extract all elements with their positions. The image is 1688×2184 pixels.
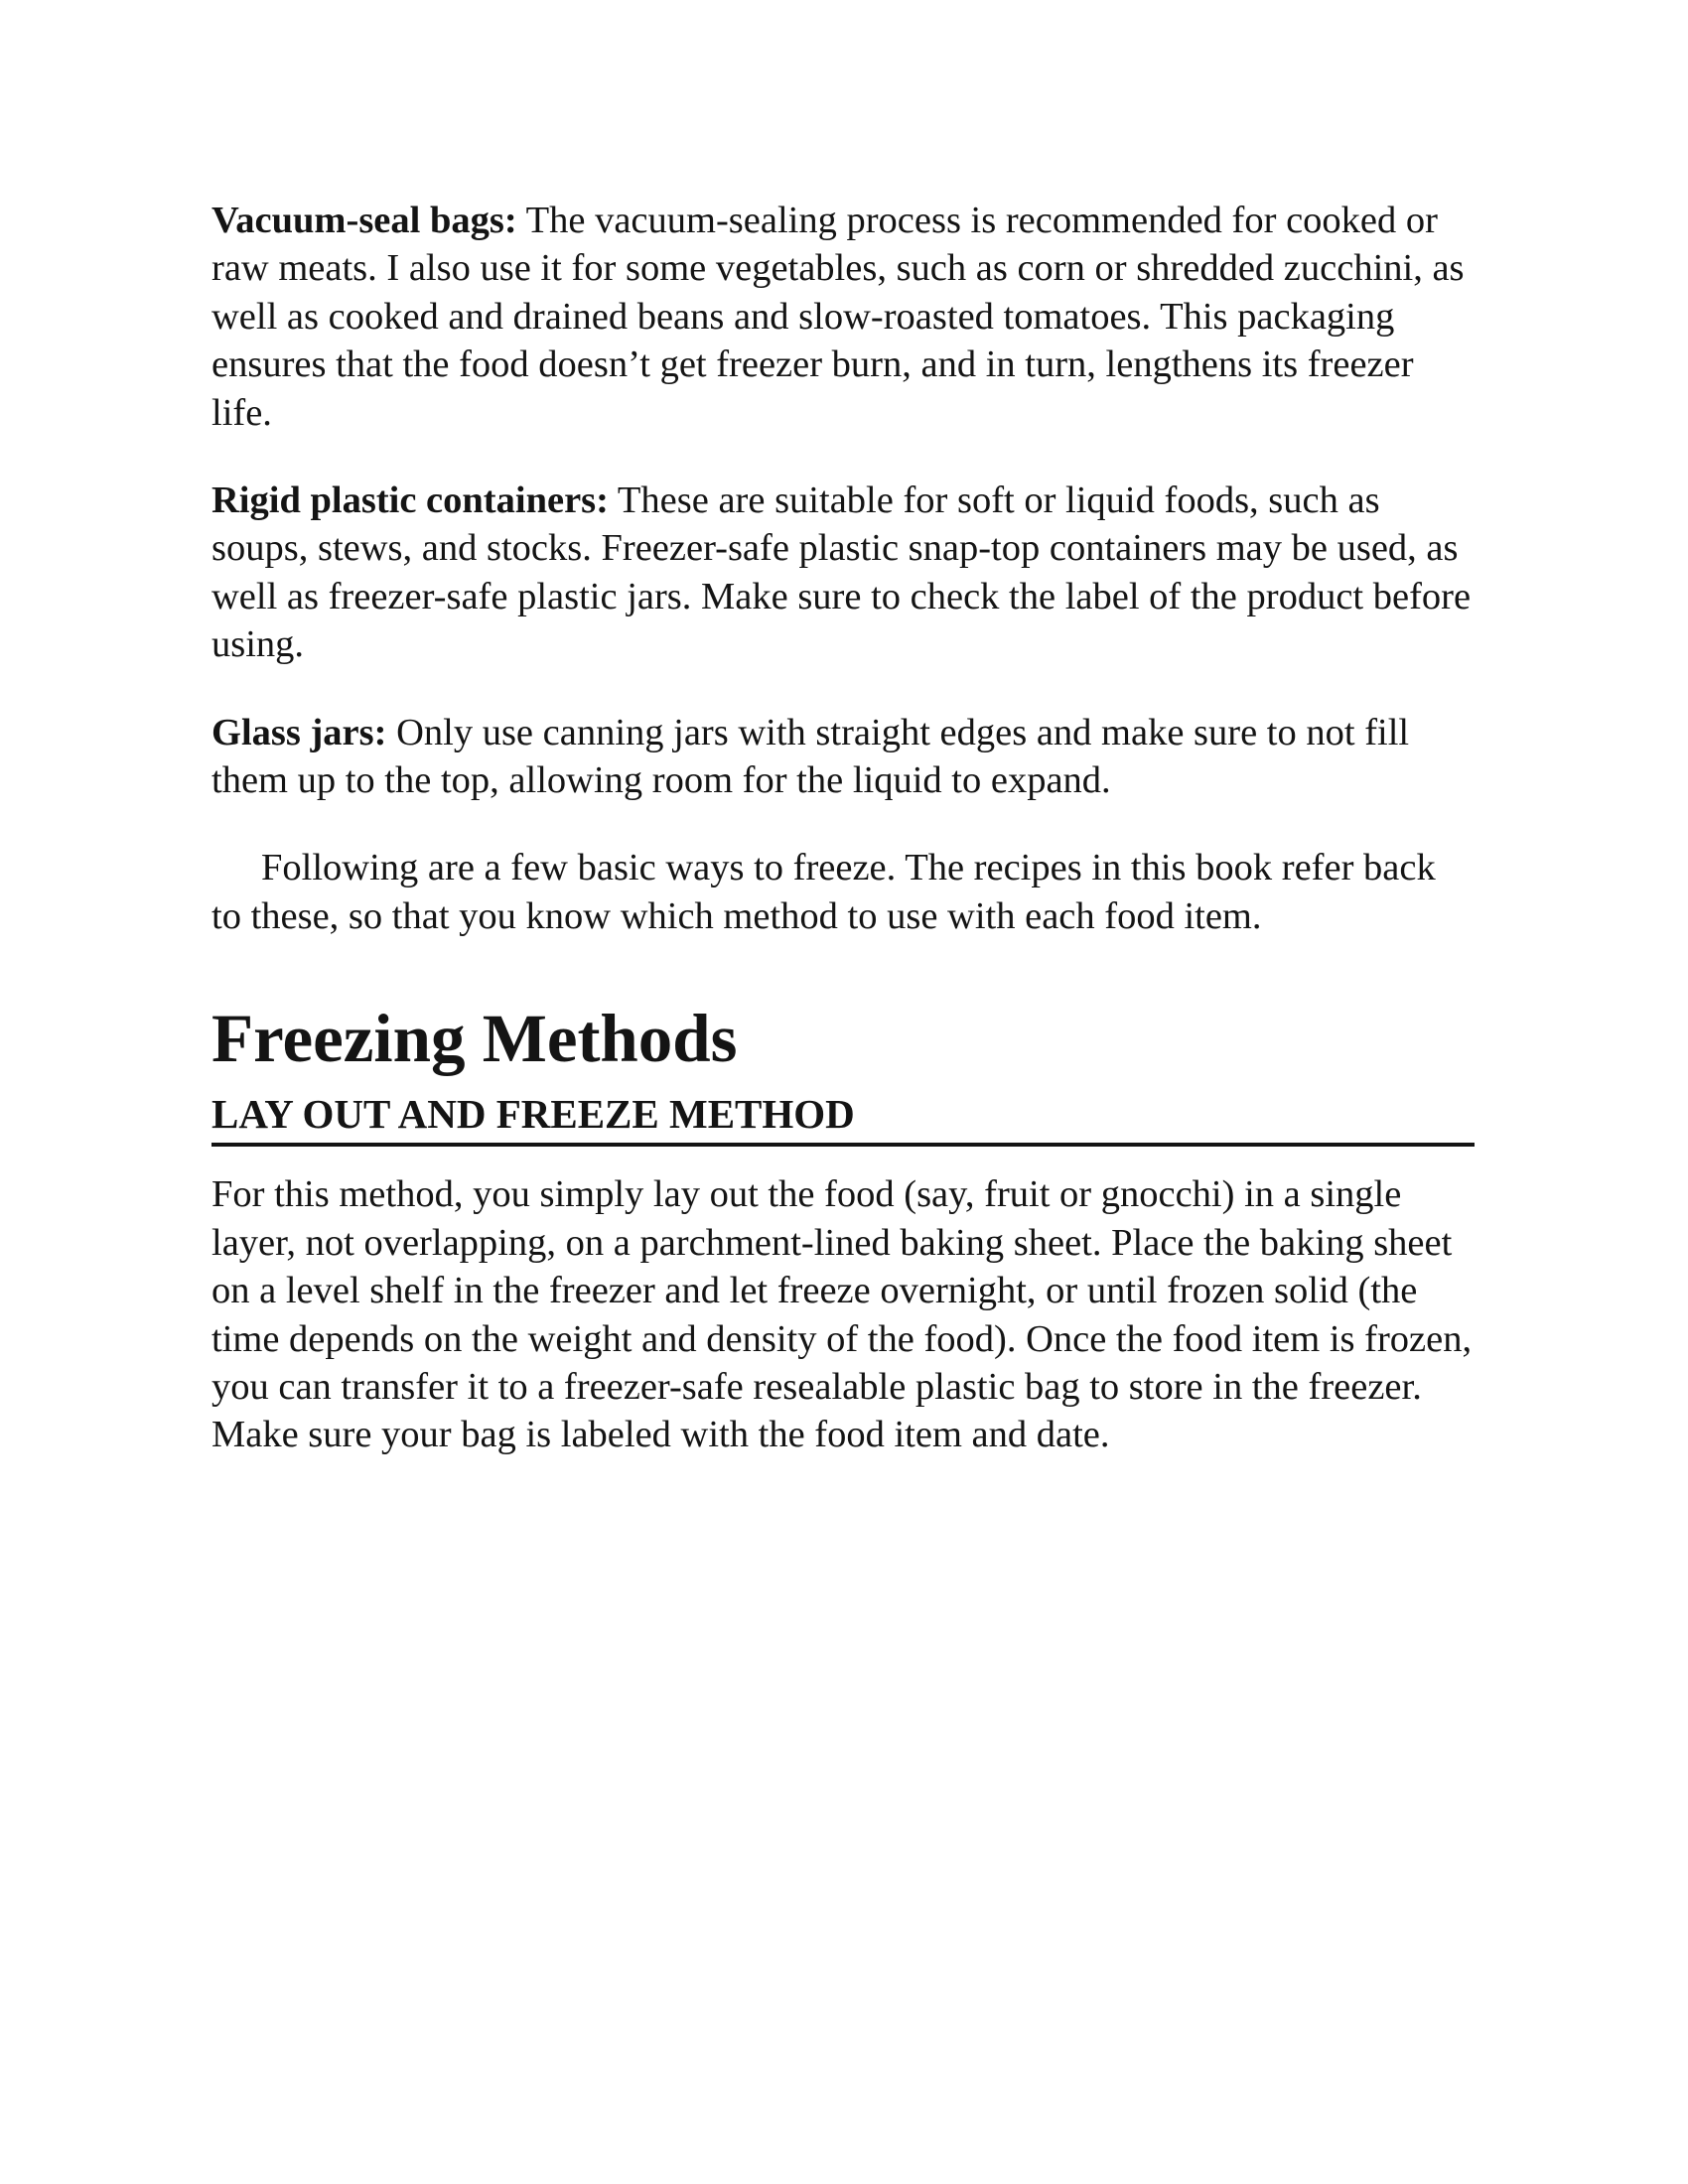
method-body: For this method, you simply lay out the food (say, fruit or gnocchi) in a single layer, not overlapping, on a parchment-lined baking sheet. Place the baking sheet on a level shelf in the freezer and let freeze overnight, or until frozen solid (the time depends on the weight and density of the food). Once the food item is frozen, you can transfer it to a freezer-safe resealable plastic bag to store in the freezer. Make sure your bag is labeled with the food item and date. — [211, 1173, 1473, 1456]
section-heading: Freezing Methods — [211, 1001, 738, 1077]
rigid-plastic-containers-paragraph — [211, 477, 1475, 669]
vacuum-seal-bags-paragraph — [211, 197, 1475, 437]
glass-jars-text: Only use canning jars with straight edges and make sure to not fill them up to the top, allowing room for the liquid to expand. — [211, 711, 1410, 802]
vacuum-seal-bags-term: Vacuum-seal bags: — [211, 200, 517, 241]
intro-paragraph: Following are a few basic ways to freeze. The recipes in this book refer back to these, so that you know which method to use with each food item. — [211, 847, 1436, 937]
glass-jars-term: Glass jars: — [211, 711, 387, 753]
document-page — [211, 197, 1475, 1459]
method-title: LAY OUT AND FREEZE METHOD — [211, 1089, 1475, 1147]
rigid-plastic-containers-term: Rigid plastic containers: — [211, 479, 609, 522]
vacuum-seal-bags-text: The vacuum-sealing process is recommended for cooked or raw meats. I also use it for some vegetables, such as corn or shredded zucchini, as well as cooked and drained beans and slow-roasted tomatoes. This packaging ensures that the food doesn’t get freezer burn, and in turn, lengthens its freezer life. — [211, 200, 1465, 434]
glass-jars-paragraph — [211, 709, 1475, 805]
rigid-plastic-containers-text: These are suitable for soft or liquid foods, such as soups, stews, and stocks. Freezer-safe plastic snap-top containers may be used, as well as freezer-safe plastic jars. Make sure to check the label of the product before using. — [211, 479, 1472, 666]
